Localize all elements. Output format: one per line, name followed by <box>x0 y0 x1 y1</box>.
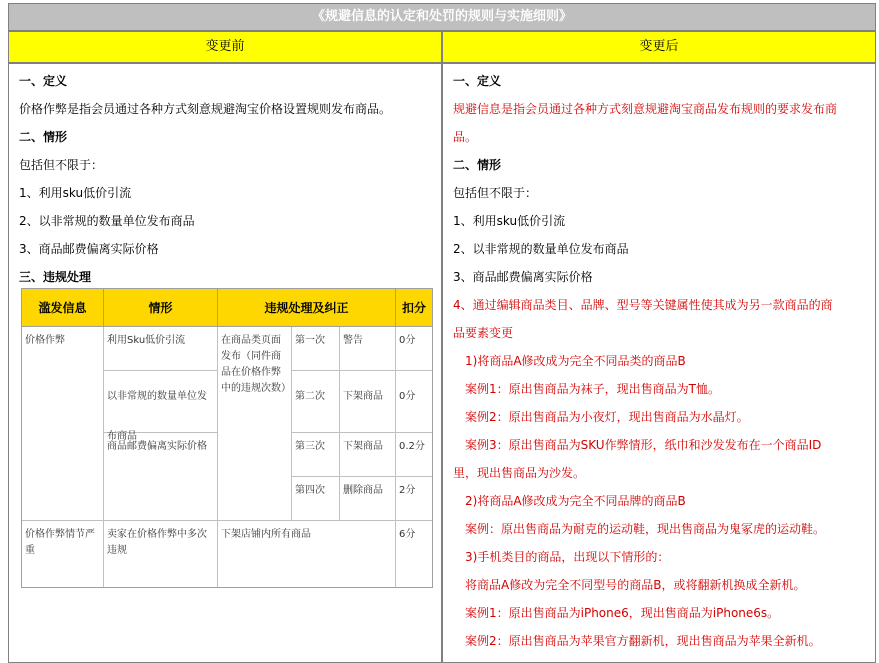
after-sub-1-example-1: 案例1：原出售商品为袜子，现出售商品为T恤。 <box>465 382 720 396</box>
after-sub-2-example: 案例：原出售商品为耐克的运动鞋，现出售商品为鬼冢虎的运动鞋。 <box>465 522 826 536</box>
before-definition-text: 价格作弊是指会员通过各种方式刻意规避淘宝价格设置规则发布商品。 <box>19 102 392 116</box>
before-column <box>8 63 442 663</box>
before-section-definition: 一、定义 <box>19 74 68 88</box>
before-cases-intro: 包括但不限于： <box>19 158 104 172</box>
table-step-1-times: 第一次 <box>292 327 340 371</box>
before-section-cases: 二、情形 <box>19 130 68 144</box>
table-row2-case: 卖家在价格作弊中多次违规 <box>104 521 218 587</box>
after-case-1: 1、利用sku低价引流 <box>453 214 566 228</box>
table-step-2-points: 0分 <box>396 371 432 433</box>
table-row1-info: 价格作弊 <box>22 327 104 521</box>
after-sub-1: 1)将商品A修改成为完全不同品类的商品B <box>465 354 686 368</box>
after-definition-text-2: 品。 <box>453 130 478 144</box>
table-row1-case-2: 以非常规的数量单位发布商品 <box>104 371 218 433</box>
table-header-case: 情形 <box>104 289 218 327</box>
table-step-3-points: 0.2分 <box>396 433 432 477</box>
after-sub-3: 3)手机类目的商品，出现以下情形的： <box>465 550 670 564</box>
after-sub-1-example-3-cont: 里，现出售商品为沙发。 <box>453 466 586 480</box>
table-row1-handling: 在商品类页面发布（同件商品在价格作弊中的违规次数） <box>218 327 292 521</box>
penalty-table <box>21 288 433 588</box>
after-sub-1-example-3: 案例3：原出售商品为SKU作弊情形，纸巾和沙发发布在一个商品ID <box>465 438 822 452</box>
table-header-info: 滥发信息 <box>22 289 104 327</box>
table-row2-info: 价格作弊情节严重 <box>22 521 104 587</box>
table-step-4-times: 第四次 <box>292 477 340 521</box>
after-cases-intro: 包括但不限于： <box>453 186 538 200</box>
after-section-cases: 二、情形 <box>453 158 502 172</box>
after-section-definition: 一、定义 <box>453 74 502 88</box>
after-sub-1-example-2: 案例2：原出售商品为小夜灯，现出售商品为水晶灯。 <box>465 410 749 424</box>
before-case-3: 3、商品邮费偏离实际价格 <box>19 242 159 256</box>
table-step-1-points: 0分 <box>396 327 432 371</box>
document-title: 《规避信息的认定和处罚的规则与实施细则》 <box>8 3 876 31</box>
after-case-4-line-1: 4、通过编辑商品类目、品牌、型号等关键属性使其成为另一款商品的商 <box>453 298 833 312</box>
table-row2-handling: 下架店铺内所有商品 <box>218 521 396 587</box>
table-step-4-action: 删除商品 <box>340 477 396 521</box>
table-row1-case-3: 商品邮费偏离实际价格 <box>104 433 218 521</box>
before-case-1: 1、利用sku低价引流 <box>19 186 132 200</box>
table-header-handling: 违规处理及纠正 <box>218 289 396 327</box>
after-sub-2: 2)将商品A修改成为完全不同品牌的商品B <box>465 494 686 508</box>
table-step-1-action: 警告 <box>340 327 396 371</box>
table-row1-case-1: 利用Sku低价引流 <box>104 327 218 371</box>
table-step-2-times: 第二次 <box>292 371 340 433</box>
after-case-4-line-2: 品要素变更 <box>453 326 514 340</box>
table-step-4-points: 2分 <box>396 477 432 521</box>
after-sub-3-example-2: 案例2：原出售商品为苹果官方翻新机，现出售商品为苹果全新机。 <box>465 634 821 648</box>
after-header: 变更后 <box>442 31 876 63</box>
after-case-3: 3、商品邮费偏离实际价格 <box>453 270 593 284</box>
rule-comparison-page <box>8 3 876 653</box>
table-row2-points: 6分 <box>399 529 416 540</box>
before-header: 变更前 <box>8 31 442 63</box>
after-sub-3-rule: 将商品A修改为完全不同型号的商品B，或将翻新机换成全新机。 <box>465 578 806 592</box>
after-case-2: 2、以非常规的数量单位发布商品 <box>453 242 629 256</box>
before-case-2: 2、以非常规的数量单位发布商品 <box>19 214 195 228</box>
before-section-handling: 三、违规处理 <box>19 270 92 284</box>
after-definition-text-1: 规避信息是指会员通过各种方式刻意规避淘宝商品发布规则的要求发布商 <box>453 102 838 116</box>
table-step-2-action: 下架商品 <box>340 371 396 433</box>
after-column <box>442 63 876 663</box>
table-step-3-times: 第三次 <box>292 433 340 477</box>
after-sub-3-example-1: 案例1：原出售商品为iPhone6，现出售商品为iPhone6s。 <box>465 606 780 620</box>
table-step-3-action: 下架商品 <box>340 433 396 477</box>
table-header-points: 扣分 <box>396 289 432 327</box>
